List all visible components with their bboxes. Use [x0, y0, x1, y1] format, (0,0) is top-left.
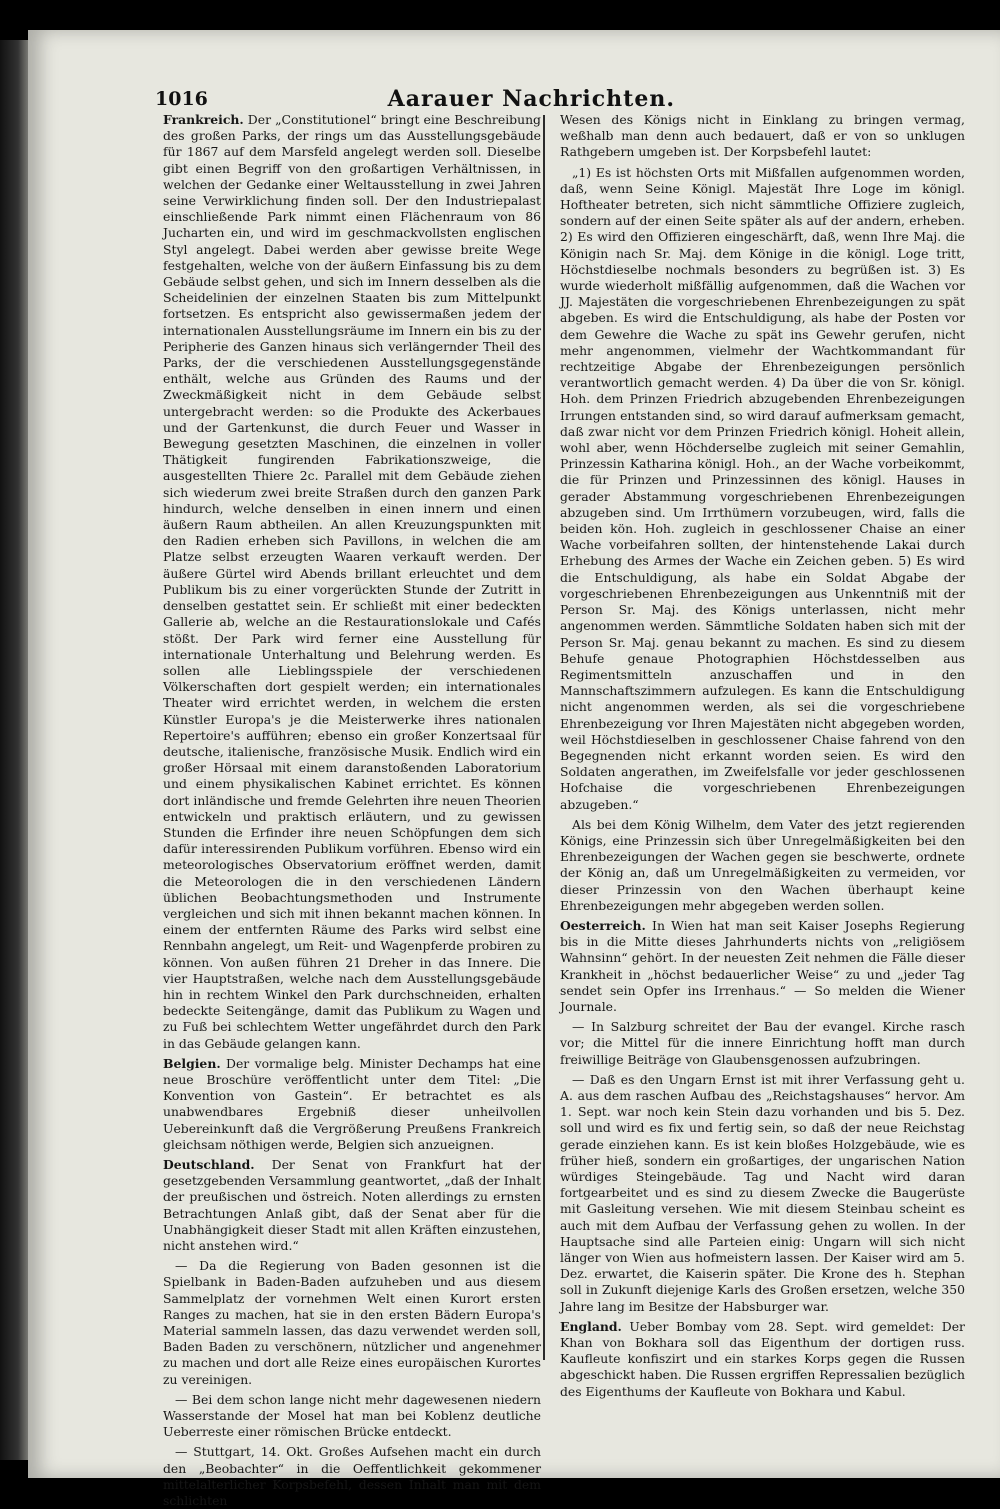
article-text: In Wien hat man seit Kaiser Josephs Regierung bis in die Mitte dieses Jahrhunderts nichts von „religiösem Wahnsinn“ gehört. In der neuesten Zeit nehmen die Fälle dieser Krankheit in „höchst bedauerlicher Weise“ zu und „jeder Tag sendet sein Opfer ins Irrenhaus.“ — So melden die Wiener Journale. [560, 917, 965, 1014]
article-ungarn [560, 1072, 965, 1315]
newspaper-title: Aarauer Nachrichten. [387, 86, 675, 112]
article-deutschland [163, 1157, 541, 1254]
article-text: — Stuttgart, 14. Okt. Großes Aufsehen macht ein durch den „Beobachter“ in die Oeffentlichkeit gekommener mittelalterlicher Korpsbefehl, dessen Inhalt man mit dem schlichten [163, 1444, 541, 1509]
article-text: — Bei dem schon lange nicht mehr dagewesenen niedern Wasserstande der Mosel hat man bei Koblenz deutliche Ueberreste einer römischen Brücke entdeckt. [163, 1391, 541, 1440]
article-baden [163, 1258, 541, 1388]
article-mosel [163, 1392, 541, 1441]
section-heading: Frankreich. [163, 112, 244, 127]
section-heading: Deutschland. [163, 1157, 255, 1172]
article-text: Der Senat von Frankfurt hat der gesetzgebenden Versammlung geantwortet, „daß der Inhalt der preußischen und östreich. Noten allerdings zu ernsten Betrachtungen Anlaß gibt, daß der Senat aber für die Unabhängigkeit dieser Stadt mit allen Kräften einzustehen, nicht anstehen wird.“ [163, 1157, 541, 1254]
article-england [560, 1319, 965, 1400]
article-text: Als bei dem König Wilhelm, dem Vater des jetzt regierenden Königs, eine Prinzessin sich über Unregelmäßigkeiten bei den Ehrenbezeigungen der Wachen gegen sie beschwerte, ordnete der König an, daß um Unregelmäßigkeiten zu vermeiden, vor dieser Prinzessin von den Wachen überhaupt keine Ehrenbezeigungen mehr abgegeben werden sollen. [560, 816, 965, 913]
article-text: Der „Constitutionel“ bringt eine Beschreibung des großen Parks, der rings um das Ausstellungsgebäude für 1867 auf dem Marsfeld angelegt werden soll. Dieselbe gibt einen Begriff von den großartigen Verhältnissen, in welchen der Gedanke einer Weltausstellung in zwei Jahren seine Verwirklichung finden soll. Der den Industriepalast einschließende Park nimmt einen Flächenraum von 86 Jucharten ein, und wird im geschmackvollsten englischen Styl angelegt. Dabei werden aber gewisse breite Wege festgehalten, welche von der äußern Einfassung bis zu dem Gebäude selbst gehen, und sich im Innern desselben als die Scheidelinien der einzelnen Staaten bis zum Mittelpunkt fortsetzen. Es entspricht also gewissermaßen jedem der internationalen Ausstellungsräume im Innern ein bis zu der Peripherie des Ganzen hinaus sich verlängernder Theil des Parks, der die verschiedenen Ausstellungsgegenstände enthält, welche aus Gründen des Raums und der Zweckmäßigkeit nicht in dem Gebäude selbst untergebracht werden: so die Produkte des Ackerbaues und der Gartenkunst, die durch Feuer und Wasser in Bewegung gesetzten Maschinen, die einzelnen in voller Thätigkeit fungirenden Fabrikationszweige, die ausgestellten Thiere 2c. Parallel mit dem Gebäude ziehen sich wiederum zwei breite Straßen durch den ganzen Park hindurch, welche denselben in einen innern und einen äußern Raum abtheilen. An allen Kreuzungspunkten mit den Radien erheben sich Pavillons, in welchen die am Platze selbst erzeugten Waaren verkauft werden. Der äußere Gürtel wird Abends brillant erleuchtet und dem Publikum bis zu einer vorgerückten Stunde der Zutritt in denselben gestattet sein. Er schließt mit einer bedeckten Gallerie ab, welche an die Restaurationslokale und Cafés stößt. Der Park wird ferner eine Ausstellung für internationale Unterhaltung und Belehrung werden. Es sollen alle Lieblingsspiele der verschiedenen Völkerschaften dort gespielt werden; ein internationales Theater wird errichtet werden, in welchem die ersten Künstler Europa's je die Meisterwerke ihres nationalen Repertoire's aufführen; ebenso ein großer Konzertsaal für deutsche, italienische, französische Musik. Endlich wird ein großer Hörsaal mit einem daranstoßenden Laboratorium und einem physikalischen Kabinet errichtet. Es können dort inländische und fremde Gelehrten ihre neuen Theorien entwickeln und praktisch erläutern, und zu gewissen Stunden die Erfinder ihre neuen Schöpfungen dem sich dafür interessirenden Publikum vorführen. Ebenso wird ein meteorologisches Observatorium eröffnet werden, damit die Meteorologen die in den verschiedenen Ländern üblichen Beobachtungsmethoden und Instrumente vergleichen und sich mit ihnen bekannt machen können. In einem der entfernten Räume des Parks wird selbst eine Rennbahn angelegt, um Reit- und Wagenpferde probiren zu können. Von außen führen 21 Dreher in das Innere. Die vier Hauptstraßen, welche nach dem Ausstellungsgebäude hin in rechtem Winkel den Park durchschneiden, erhalten bedeckte Seitengänge, damit das Publikum zu Wagen und zu Fuß bei schlechtem Wetter ungefährdet durch den Park in das Gebäude gelangen kann. [163, 112, 541, 1051]
article-text: — Da die Regierung von Baden gesonnen ist die Spielbank in Baden-Baden aufzuheben und aus diesem Sammelplatz der vornehmen Welt einen Kurort ersten Ranges zu machen, hat sie in den ersten Bädern Europa's Material sammeln lassen, das dazu verwendet werden soll, Baden Baden zu verschönern, nützlicher und angenehmer zu machen und dort alle Reize eines europäischen Kurortes zu vereinigen. [163, 1258, 541, 1387]
left-column [163, 112, 541, 1509]
section-heading: England. [560, 1318, 622, 1334]
article-stuttgart [163, 1444, 541, 1509]
article-text: — In Salzburg schreitet der Bau der evangel. Kirche rasch vor; die Mittel für die innere Einrichtung hofft man durch freiwillige Beiträge von Glaubensgenossen aufzubringen. [560, 1019, 965, 1067]
article-text: — Daß es den Ungarn Ernst ist mit ihrer Verfassung geht u. A. aus dem raschen Aufbau des „Reichstagshauses“ hervor. Am 1. Sept. war noch kein Stein dazu vorhanden und bis 5. Dez. soll und wird es fix und fertig sein, so daß der neue Reichstag gerade einziehen kann. Es ist kein bloßes Holzgebäude, wie es früher hieß, sondern ein großartiges, der ungarischen Nation würdiges Steingebäude. Tag und Nacht wird daran fortgearbeitet und es sind zu diesem Zwecke die Baugerüste mit Gasleitung versehen. Wie mit diesem Steinbau scheint es auch mit dem Aufbau der Verfassung gehen zu wollen. In der Hauptsache sind alle Parteien einig: Ungarn will sich nicht länger von Wien aus hofmeistern lassen. Der Kaiser wird am 5. Dez. erwartet, die Kaiserin später. Die Krone des h. Stephan soll in Zukunft diejenige Karls des Großen ersetzen, welche 350 Jahre lang im Besitze der Habsburger war. [560, 1071, 965, 1314]
article-text: Wesen des Königs nicht in Einklang zu bringen vermag, weßhalb man denn auch bedauert, daß er von so unklugen Rathgebern umgeben ist. Der Korpsbefehl lautet: [560, 112, 965, 160]
section-heading: Belgien. [163, 1055, 221, 1071]
article-belgien [163, 1056, 541, 1153]
article-text: Der vormalige belg. Minister Dechamps hat eine neue Broschüre veröffentlicht unter dem Titel: „Die Konvention von Gastein“. Er betrachtet es als unabwendbares Ergebniß dieser unheilvollen Uebereinkunft daß die Vergrößerung Preußens Frankreich gleichsam nöthigen werde, Belgien sich anzueignen. [163, 1055, 541, 1152]
page-number: 1016 [155, 88, 208, 110]
article-frankreich [163, 112, 541, 1052]
right-column [560, 112, 965, 1399]
article-text: Ueber Bombay vom 28. Sept. wird gemeldet: Der Khan von Bokhara soll das Eigenthum der dortigen russ. Kaufleute konfiszirt und ein starkes Korps gegen die Russen abgeschickt haben. Die Russen ergriffen Repressalien bezüglich des Eigenthums der Kaufleute von Bokhara und Kabul. [560, 1318, 965, 1399]
column-rule [543, 115, 545, 1360]
article-continuation [560, 112, 965, 161]
article-text: „1) Es ist höchsten Orts mit Mißfallen aufgenommen worden, daß, wenn Seine Königl. Majestät Ihre Loge im königl. Hoftheater betreten, sich nicht sämmtliche Offiziere zugleich, sondern auf der einen Seite später als auf der andern, erheben. 2) Es wird den Offizieren eingeschärft, daß, wenn Ihre Maj. die Königin nach Sr. Maj. dem Könige in die königl. Loge tritt, Höchstdieselbe nochmals besonders zu begrüßen ist. 3) Es wurde wiederholt mißfällig aufgenommen, daß die Wachen vor JJ. Majestäten die vorgeschriebenen Ehrenbezeigungen zu spät abgeben. Es wird die Entschuldigung, als habe der Posten vor dem Gewehre die Wache zu spät ins Gewehr gerufen, nicht mehr angenommen, vielmehr der Wachtkommandant für rechtzeitige Abgabe der Ehrenbezeigungen persönlich verantwortlich gemacht werden. 4) Da über die von Sr. königl. Hoh. dem Prinzen Friedrich abzugebenden Ehrenbezeigungen Irrungen entstanden sind, so wird darauf aufmerksam gemacht, daß zwar nicht vor dem Prinzen Friedrich königl. Hoheit allein, wohl aber, wenn Höchderselbe zugleich mit seiner Gemahlin, Prinzessin Katharina königl. Hoh., an der Wache vorbeikommt, die für Prinzen und Prinzessinnen des königl. Hauses in gerader Abstammung vorgeschriebenen Ehrenbezeigungen abzugeben sind. Um Irrthümern vorzubeugen, wird, falls die beiden kön. Hoh. zugleich in geschlossener Chaise an einer Wache vorbeifahren sollten, der hintenstehende Lakai durch Erhebung des Armes der Wache ein Zeichen geben. 5) Es wird die Entschuldigung, als habe ein Soldat Abgabe der vorgeschriebenen Ehrenbezeigungen aus Unkenntniß mit der Person Sr. Maj. des Königs unterlassen, nicht mehr angenommen werden. Sämmtliche Soldaten haben sich mit der Person Sr. Maj. genau bekannt zu machen. Es sind zu diesem Behufe genaue Photographien Höchstdesselben aus Regimentsmitteln anzuschaffen und in den Mannschaftszimmern aufzulegen. Es kann die Entschuldigung nicht angenommen werden, als sei die vorgeschriebene Ehrenbezeigung vor Ihren Majestäten nicht abgegeben worden, weil Höchstdieselben in geschlossener Chaise fahrend von den Begegnenden nicht erkannt worden seien. Es wird den Soldaten angerathen, im Zweifelsfalle vor jeder geschlossenen Hofchaise die vorgeschriebenen Ehrenbezeigungen abzugeben.“ [560, 164, 965, 812]
article-korpsbefehl [560, 165, 965, 813]
article-oesterreich [560, 918, 965, 1015]
article-koenig-wilhelm [560, 817, 965, 914]
article-salzburg [560, 1019, 965, 1068]
section-heading: Oesterreich. [560, 917, 646, 933]
